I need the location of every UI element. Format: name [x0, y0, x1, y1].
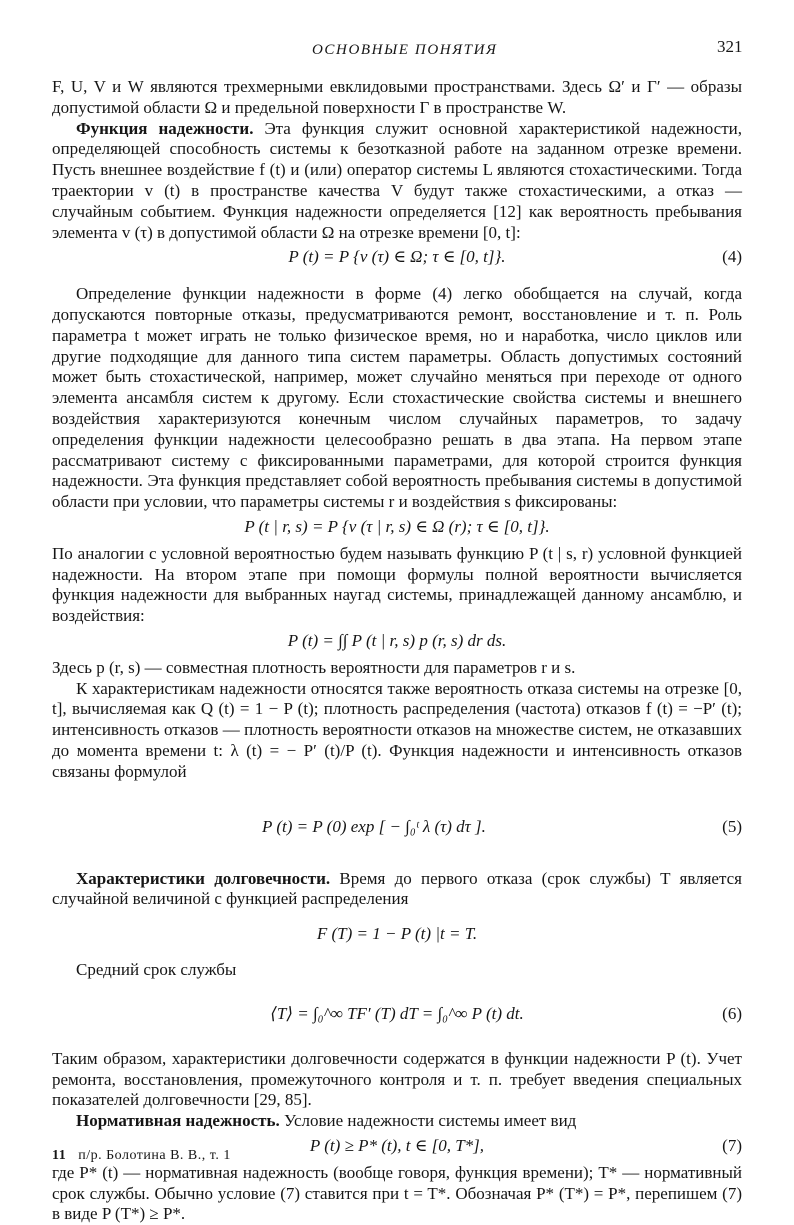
equation-text: F (T) = 1 − P (t) |t = T.	[316, 924, 478, 944]
equation-text: P (t) = P (0) exp [ − ∫₀ᵗ λ (τ) dτ ].	[262, 816, 486, 836]
page-body	[52, 77, 742, 1225]
page-header	[0, 37, 794, 61]
paragraph-intro: F, U, V и W являются трехмерными евклидовыми пространствами. Здесь Ω′ и Γ′ — образы допустимой области Ω и предельной поверхности Γ в пространстве W.	[52, 77, 742, 117]
running-title: ОСНОВНЫЕ ПОНЯТИЯ	[312, 42, 498, 58]
equation-text: P (t) ≥ P* (t), t ∈ [0, T*],	[309, 1136, 485, 1156]
equation-text: P (t) = P {v (τ) ∈ Ω; τ ∈ [0, t]}.	[288, 247, 506, 267]
section-heading-reliability-function: Функция надежности.	[76, 118, 254, 138]
equation-text: P (t) = ∫∫ P (t | r, s) p (r, s) dr ds.	[287, 630, 507, 650]
paragraph-mean-life: Средний срок службы	[76, 960, 237, 980]
paragraph-text: Условие надежности системы имеет вид	[279, 1111, 577, 1131]
page-number: 321	[717, 37, 743, 56]
paragraph-characteristics: К характеристикам надежности относятся также вероятность отказа системы на отрезке [0, t], вычисляемая как Q (t) = 1 − P (t); плотность распределения (частота) отказов f (t) = −P′ (t); интенсивность отказов — плотность вероятности отказов на множестве систем, не отказавших до момента времени t: λ (t) = − P′ (t)/P (t). Функция надежности и интенсивность отказов связаны формулой	[52, 678, 742, 781]
paragraph-joint-density: Здесь p (r, s) — совместная плотность вероятности для параметров r и s.	[52, 657, 576, 677]
paragraph-text: Эта функция служит основной характеристикой надежности, определяющей способность системы к безотказной работе на заданном отрезке времени. Пусть внешнее воздействие f (t) и (или) оператор системы L являются стохастическими. Тогда траектории v (t) в пространстве качества V будут также стохастическими, а отказ — случайным событием. Функция надежности определяется [12] как вероятность пребывания элемента v (τ) в допустимой области Ω на отрезке времени [0, t]:	[52, 118, 743, 242]
section-heading-normative: Нормативная надежность.	[76, 1111, 280, 1131]
equation-5	[52, 787, 742, 863]
equation-number: (5)	[722, 816, 742, 836]
equation-4	[52, 247, 742, 268]
equation-total-probability	[52, 631, 742, 652]
equation-text: P (t | r, s) = P {v (τ | r, s) ∈ Ω (r); τ ∈ [0, t]}.	[244, 516, 550, 536]
paragraph-generalization: Определение функции надежности в форме (4) легко обобщается на случай, когда допускаются повторные отказы, предусматриваются ремонт, восстановление и т. п. Роль параметра t может играть не только физическое время, но и наработка, число циклов или другие подходящие для данного типа систем параметры. Область допустимых состояний может быть стохастической, например, может случайно меняться при переходе от одного элемента ансамбля систем к другому. Если стохастические свойства системы и внешнего воздействия характеризуются конечным числом случайных параметров, то задачу определения функции надежности целесообразно решать в два этапа. На первом этапе рассматривают систему с фиксированными параметрами, для которой строится функция надежности. Эта функция представляет собой вероятность пребывания системы в допустимой области при условии, что параметры системы r и воздействия s фиксированы:	[52, 284, 742, 512]
paragraph-conditional-function: По аналогии с условной вероятностью будем называть функцию P (t | s, r) условной функцией надежности. На втором этапе при помощи формулы полной вероятности вычисляется функция надежности для выбранных наугад системы, принадлежащей данному ансамблю, и воздействия:	[52, 543, 742, 626]
paragraph-reliability-function	[52, 119, 742, 244]
equation-number: (7)	[722, 1136, 742, 1156]
equation-number: (4)	[722, 247, 742, 267]
paragraph-text: Время до первого отказа (срок службы) T является случайной величиной с функцией распределения	[52, 868, 742, 909]
paragraph-durability-summary: Таким образом, характеристики долговечности содержатся в функции надежности P (t). Учет ремонта, восстановления, промежуточного контроля и т. п. требует введения специальных показателей долговечности [29, 85].	[52, 1048, 742, 1110]
equation-distribution	[52, 914, 742, 954]
equation-number: (6)	[722, 1003, 742, 1023]
section-heading-durability: Характеристики долговечности.	[76, 868, 331, 888]
paragraph-normative-definition: где P* (t) — нормативная надежность (вообще говоря, функция времени); T* — нормативный срок службы. Обычно условие (7) ставится при t = T*. Обозначая P* (T*) = P*, перепишем (7) в виде P (T*) ≥ P*.	[52, 1162, 742, 1224]
equation-6	[52, 985, 742, 1043]
paragraph-durability	[52, 869, 742, 911]
equation-text: ⟨T⟩ = ∫₀^∞ TF′ (T) dT = ∫₀^∞ P (t) dt.	[270, 1003, 524, 1023]
footer-text: п/р. Болотина В. В., т. 1	[78, 1148, 231, 1163]
signature-mark: 11	[52, 1148, 67, 1163]
paragraph-normative	[52, 1111, 742, 1132]
equation-conditional	[52, 517, 742, 538]
page-footer	[52, 1146, 231, 1167]
